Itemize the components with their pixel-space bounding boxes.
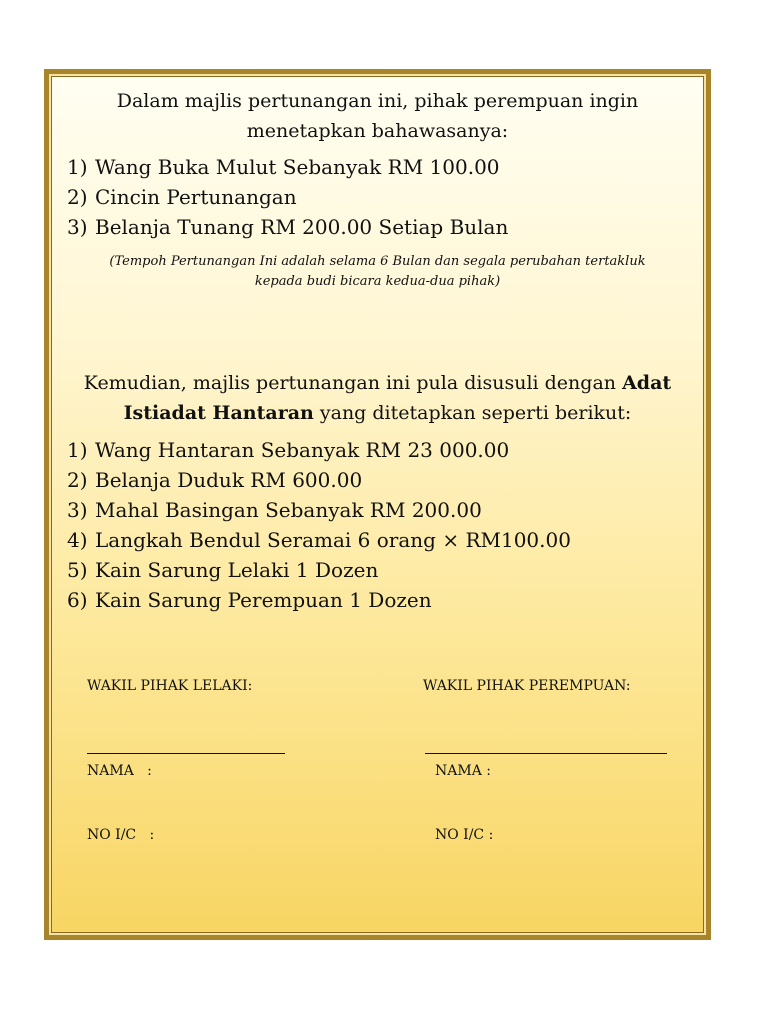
intro-paragraph xyxy=(49,86,706,146)
hantaran-intro-line-1 xyxy=(49,368,706,398)
list-number: 1) xyxy=(67,438,88,462)
list-item xyxy=(67,555,378,585)
list-text: Wang Buka Mulut Sebanyak RM 100.00 xyxy=(95,155,500,179)
list-number: 4) xyxy=(67,528,88,552)
document-frame xyxy=(44,69,711,940)
list-item xyxy=(67,435,509,465)
nama-label-left: NAMA : xyxy=(87,763,152,779)
tempoh-note xyxy=(49,252,706,292)
list-text: Cincin Pertunangan xyxy=(95,185,297,209)
intro-bold-text: Adat xyxy=(622,372,672,394)
hantaran-intro xyxy=(49,368,706,428)
list-item xyxy=(67,465,362,495)
list-text: Wang Hantaran Sebanyak RM 23 000.00 xyxy=(95,438,510,462)
wakil-lelaki-title: WAKIL PIHAK LELAKI: xyxy=(87,678,253,694)
list-text: Kain Sarung Perempuan 1 Dozen xyxy=(95,588,432,612)
intro-text: yang ditetapkan seperti berikut: xyxy=(313,402,632,424)
intro-line-1: Dalam majlis pertunangan ini, pihak perempuan ingin xyxy=(116,90,639,112)
list-item xyxy=(67,585,432,615)
note-line-1: (Tempoh Pertunangan Ini adalah selama 6 Bulan dan segala perubahan tertakluk xyxy=(109,254,646,269)
list-text: Langkah Bendul Seramai 6 orang × RM100.00 xyxy=(95,528,571,552)
signature-line-right xyxy=(425,753,667,754)
ic-label-right: NO I/C : xyxy=(435,827,494,843)
list-item xyxy=(67,182,297,212)
list-item xyxy=(67,152,500,182)
intro-text: Kemudian, majlis pertunangan ini pula disusuli dengan xyxy=(83,372,623,394)
list-number: 3) xyxy=(67,215,88,239)
list-number: 2) xyxy=(67,185,88,209)
list-item xyxy=(67,525,571,555)
list-number: 2) xyxy=(67,468,88,492)
signature-line-left xyxy=(87,753,285,754)
list-text: Mahal Basingan Sebanyak RM 200.00 xyxy=(95,498,482,522)
intro-line-2: menetapkan bahawasanya: xyxy=(246,120,509,142)
nama-label-right: NAMA : xyxy=(435,763,491,779)
intro-bold-text: Istiadat Hantaran xyxy=(123,402,314,424)
note-line-2: kepada budi bicara kedua-dua pihak) xyxy=(254,274,501,289)
list-text: Belanja Duduk RM 600.00 xyxy=(95,468,363,492)
wakil-perempuan-title: WAKIL PIHAK PEREMPUAN: xyxy=(423,678,631,694)
list-number: 5) xyxy=(67,558,88,582)
list-number: 6) xyxy=(67,588,88,612)
hantaran-intro-line-2 xyxy=(49,398,706,428)
list-item xyxy=(67,495,482,525)
ic-label-left: NO I/C : xyxy=(87,827,155,843)
list-item xyxy=(67,212,508,242)
list-number: 1) xyxy=(67,155,88,179)
list-text: Belanja Tunang RM 200.00 Setiap Bulan xyxy=(95,215,509,239)
list-text: Kain Sarung Lelaki 1 Dozen xyxy=(95,558,379,582)
list-number: 3) xyxy=(67,498,88,522)
